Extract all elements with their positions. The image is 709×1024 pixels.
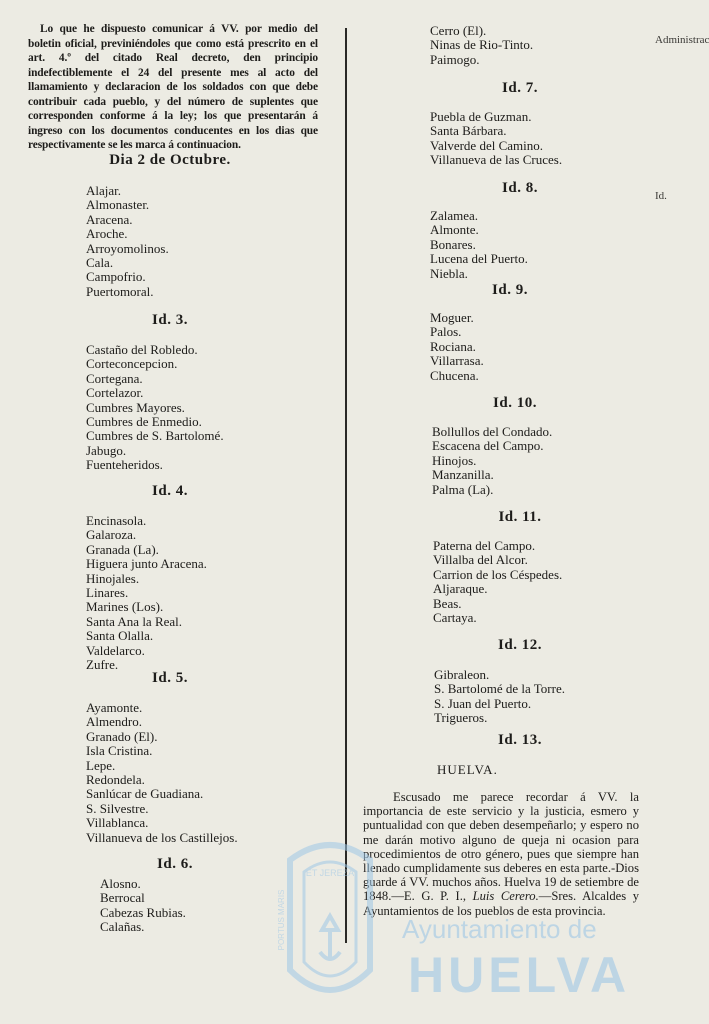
list-item: Hinojales. <box>86 570 140 586</box>
seal-motto-top: ET JEREZA <box>305 868 355 878</box>
list-item: Santa Ana la Real. <box>86 613 183 629</box>
list-item: Almonaster. <box>86 197 150 213</box>
group-heading-id-3: Id. 3. <box>152 312 188 328</box>
list-item: Granado (El). <box>86 728 158 744</box>
town-list <box>430 110 562 168</box>
list-item: Ninas de Rio-Tinto. <box>430 37 534 53</box>
list-item: Almendro. <box>86 714 142 730</box>
list-item: Rociana. <box>430 338 476 354</box>
place-heading: HUELVA. <box>437 762 498 777</box>
adjacent-page-edge <box>655 0 709 1024</box>
town-list <box>432 425 552 497</box>
edge-fragment: Administrac <box>655 34 709 46</box>
list-item: Campofrio. <box>86 269 146 285</box>
list-item: Villanueva de las Cruces. <box>430 152 563 168</box>
town-list <box>430 209 528 281</box>
town-list <box>430 311 484 383</box>
list-item: Galaroza. <box>86 527 137 543</box>
list-item: Manzanilla. <box>432 467 494 483</box>
list-item: Aracena. <box>86 211 133 227</box>
closing-paragraph <box>363 790 639 918</box>
watermark-line-2: HUELVA <box>408 947 631 1003</box>
list-item: Cumbres Mayores. <box>86 399 185 415</box>
list-item: Granada (La). <box>86 541 159 557</box>
group-heading-id-13: Id. 13. <box>498 732 542 748</box>
list-item: Puertomoral. <box>86 283 154 299</box>
list-item: Encinasola. <box>86 513 147 528</box>
column-divider <box>345 28 347 943</box>
list-item: Almonte. <box>430 222 479 238</box>
list-item: Bonares. <box>430 236 476 252</box>
list-item: Santa Olalla. <box>86 628 154 644</box>
group-heading-id-10: Id. 10. <box>493 395 537 411</box>
list-item: Cerro (El). <box>430 23 487 38</box>
list-item: Zalamea. <box>430 208 478 223</box>
list-item: Niebla. <box>430 265 468 281</box>
list-item: Cabezas Rubias. <box>100 904 186 920</box>
list-item: Beas. <box>433 595 462 611</box>
list-item: Linares. <box>86 585 129 601</box>
list-item: Alosno. <box>100 876 141 891</box>
seal-motto-side: PORTUS MARIS <box>277 889 286 951</box>
list-item: Marines (Los). <box>86 599 164 615</box>
list-item: Arroyomolinos. <box>86 240 169 256</box>
town-list <box>86 701 238 845</box>
group-heading-id-5: Id. 5. <box>152 670 188 686</box>
list-item: Valdelarco. <box>86 642 145 658</box>
list-item: Zufre. <box>86 657 119 673</box>
list-item: Cala. <box>86 255 114 271</box>
town-list <box>433 539 562 625</box>
list-item: Jabugo. <box>86 442 127 458</box>
list-item: Hinojos. <box>432 452 477 468</box>
list-item: Aljaraque. <box>433 581 488 597</box>
edge-fragment: Id. <box>655 190 667 202</box>
intro-paragraph: Lo que he dispuesto comunicar á VV. por medio del boletin oficial, previniéndoles que como está prescrito en el art. 4.º del citado Real decreto, den principio indefectiblemente el 24 del presente mes al acto del llamamiento y declaracion de los soldados con que debe contribuir cada pueblo, y del número de suplentes que corresponden conforme á la ley; los que presentarán á ingreso con los documentos conducentes en los dias que respectivamente se les marca á continuacion. <box>28 23 318 151</box>
list-item: Lucena del Puerto. <box>430 251 528 267</box>
list-item: Puebla de Guzman. <box>430 109 532 124</box>
closing-text-end: —Sres. Alcaldes y Ayuntamientos de los pueblos de esta provincia. <box>363 889 639 918</box>
list-item: Cortegana. <box>86 370 143 386</box>
list-item: Redondela. <box>86 772 145 788</box>
list-item: Corteconcepcion. <box>86 356 178 372</box>
list-item: Gibraleon. <box>434 667 490 682</box>
list-item: Cortelazor. <box>86 385 144 401</box>
list-item: Moguer. <box>430 310 474 325</box>
list-item: Villanueva de los Castillejos. <box>86 829 238 845</box>
town-list <box>430 24 533 67</box>
list-item: Escacena del Campo. <box>432 438 544 454</box>
watermark-line-1: Ayuntamiento de <box>402 914 597 944</box>
list-item: Santa Bárbara. <box>430 123 507 139</box>
list-item: Chucena. <box>430 367 479 383</box>
list-item: Trigueros. <box>434 710 488 726</box>
town-list <box>100 877 186 935</box>
list-item: Fuenteheridos. <box>86 457 163 473</box>
group-heading-dia-2: Dia 2 de Octubre. <box>109 152 231 168</box>
list-item: Ayamonte. <box>86 700 143 715</box>
list-item: Higuera junto Aracena. <box>86 556 207 572</box>
list-item: Villarrasa. <box>430 353 484 369</box>
town-list <box>86 514 207 672</box>
list-item: Lepe. <box>86 757 116 773</box>
town-list <box>86 184 169 299</box>
list-item: Calañas. <box>100 919 145 935</box>
list-item: Valverde del Camino. <box>430 137 543 153</box>
list-item: S. Juan del Puerto. <box>434 695 532 711</box>
list-item: Cartaya. <box>433 610 477 626</box>
list-item: S. Bartolomé de la Torre. <box>434 681 565 697</box>
list-item: Paterna del Campo. <box>433 538 536 553</box>
signatory-name: Luis Cerero. <box>472 889 539 904</box>
list-item: Palma (La). <box>432 481 494 497</box>
group-heading-id-8: Id. 8. <box>502 180 538 196</box>
closing-text: Escusado me parece recordar á VV. la importancia de este servicio y la justicia, esmero y puntualidad con que deben desempeñarlo; y espero no me darán motivo alguno de queja ni ocasion para procedimientos de otro género, pues que siempre han llenado cumplidamente sus deberes en esta parte.-Dios guarde á VV. muchos años. Huelva 19 de setiembre de 1848.—E. G. P. I., <box>363 790 639 904</box>
town-list <box>86 343 224 473</box>
list-item: Cumbres de Enmedio. <box>86 414 202 430</box>
list-item: Sanlúcar de Guadiana. <box>86 786 204 802</box>
list-item: Aroche. <box>86 226 128 242</box>
list-item: Alajar. <box>86 183 122 198</box>
town-list <box>434 668 565 726</box>
list-item: Castaño del Robledo. <box>86 342 198 357</box>
list-item: Villalba del Alcor. <box>433 552 528 568</box>
group-heading-id-11: Id. 11. <box>498 509 542 525</box>
list-item: Bollullos del Condado. <box>432 424 553 439</box>
list-item: Berrocal <box>100 890 145 906</box>
list-item: Palos. <box>430 324 462 340</box>
list-item: Paimogo. <box>430 51 480 67</box>
list-item: S. Silvestre. <box>86 800 149 816</box>
group-heading-id-7: Id. 7. <box>502 80 538 96</box>
list-item: Isla Cristina. <box>86 743 153 759</box>
group-heading-id-6: Id. 6. <box>157 856 193 872</box>
group-heading-id-12: Id. 12. <box>498 637 542 653</box>
list-item: Villablanca. <box>86 815 149 831</box>
list-item: Cumbres de S. Bartolomé. <box>86 428 224 444</box>
group-heading-id-4: Id. 4. <box>152 483 188 499</box>
group-heading-id-9: Id. 9. <box>492 282 528 298</box>
list-item: Carrion de los Céspedes. <box>433 566 563 582</box>
